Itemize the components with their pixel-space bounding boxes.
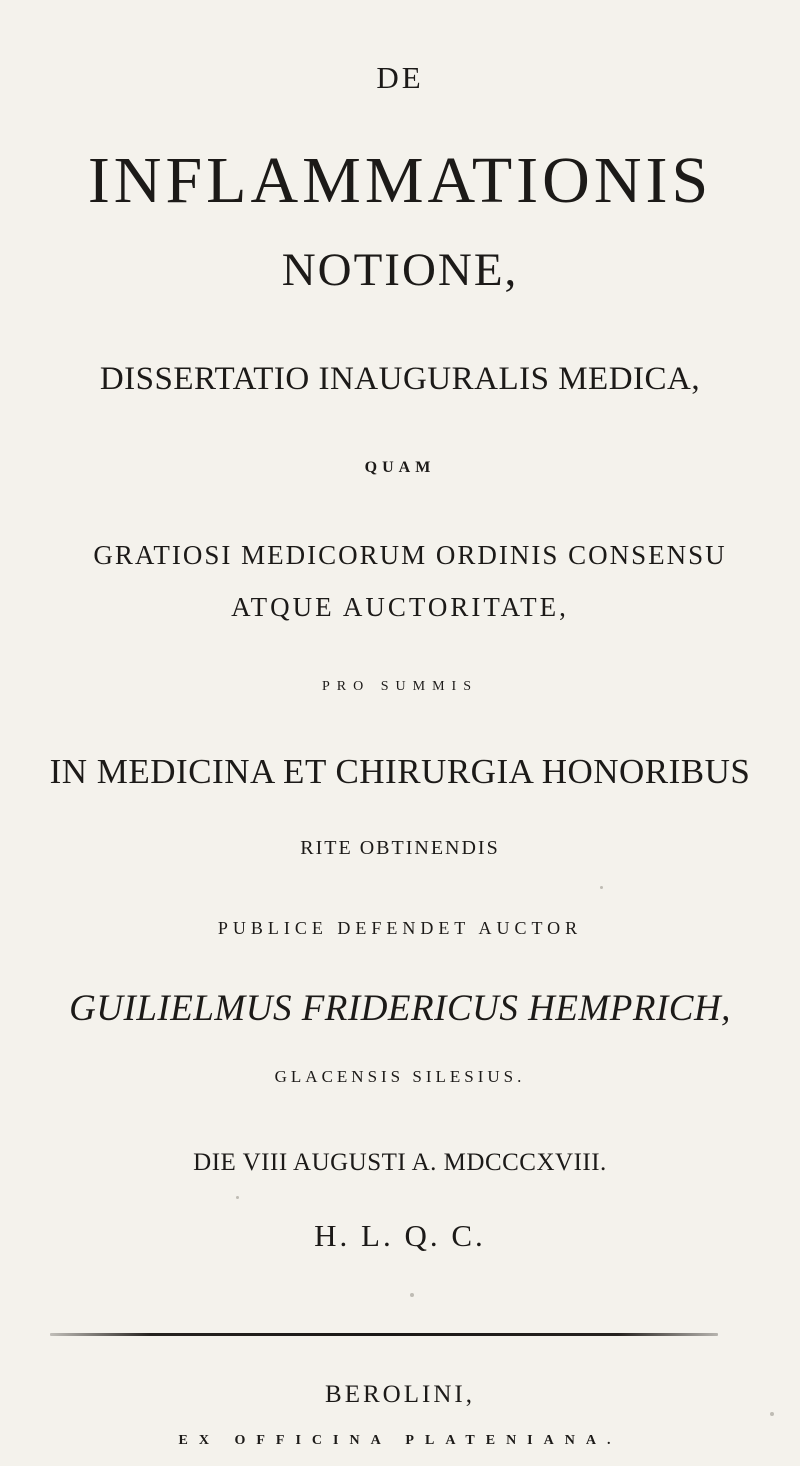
publication-place: BEROLINI,	[325, 1381, 475, 1408]
paper-speck	[410, 1293, 414, 1297]
author-name: GUILIELMUS FRIDERICUS HEMPRICH,	[69, 988, 731, 1029]
defense-line: PUBLICE DEFENDET AUCTOR	[217, 918, 583, 938]
paper-speck	[600, 886, 603, 889]
printer-line: EX OFFICINA PLATENIANA.	[178, 1433, 622, 1448]
paper-speck	[236, 1196, 239, 1199]
main-subtitle: NOTIONE,	[281, 244, 519, 296]
hlqc-abbreviation: H. L. Q. C.	[314, 1218, 486, 1253]
faculty-consent-line: GRATIOSI MEDICORUM ORDINIS CONSENSU	[93, 540, 727, 570]
author-origin: GLACENSIS SILESIUS.	[274, 1067, 526, 1086]
divider-rule	[50, 1333, 718, 1336]
paper-speck	[770, 1412, 774, 1416]
dissertation-type: DISSERTATIO INAUGURALIS MEDICA,	[99, 361, 701, 397]
authority-line: ATQUE AUCTORITATE,	[231, 592, 569, 622]
rite-line: RITE OBTINENDIS	[300, 837, 500, 859]
degree-line: IN MEDICINA ET CHIRURGIA HONORIBUS	[49, 752, 751, 791]
preposition-de: DE	[376, 60, 424, 95]
quam-line: QUAM	[364, 459, 436, 476]
defense-date: DIE VIII AUGUSTI A. MDCCCXVIII.	[193, 1149, 607, 1176]
pro-summis-line: PRO SUMMIS	[322, 679, 478, 694]
main-title: INFLAMMATIONIS	[87, 144, 713, 217]
